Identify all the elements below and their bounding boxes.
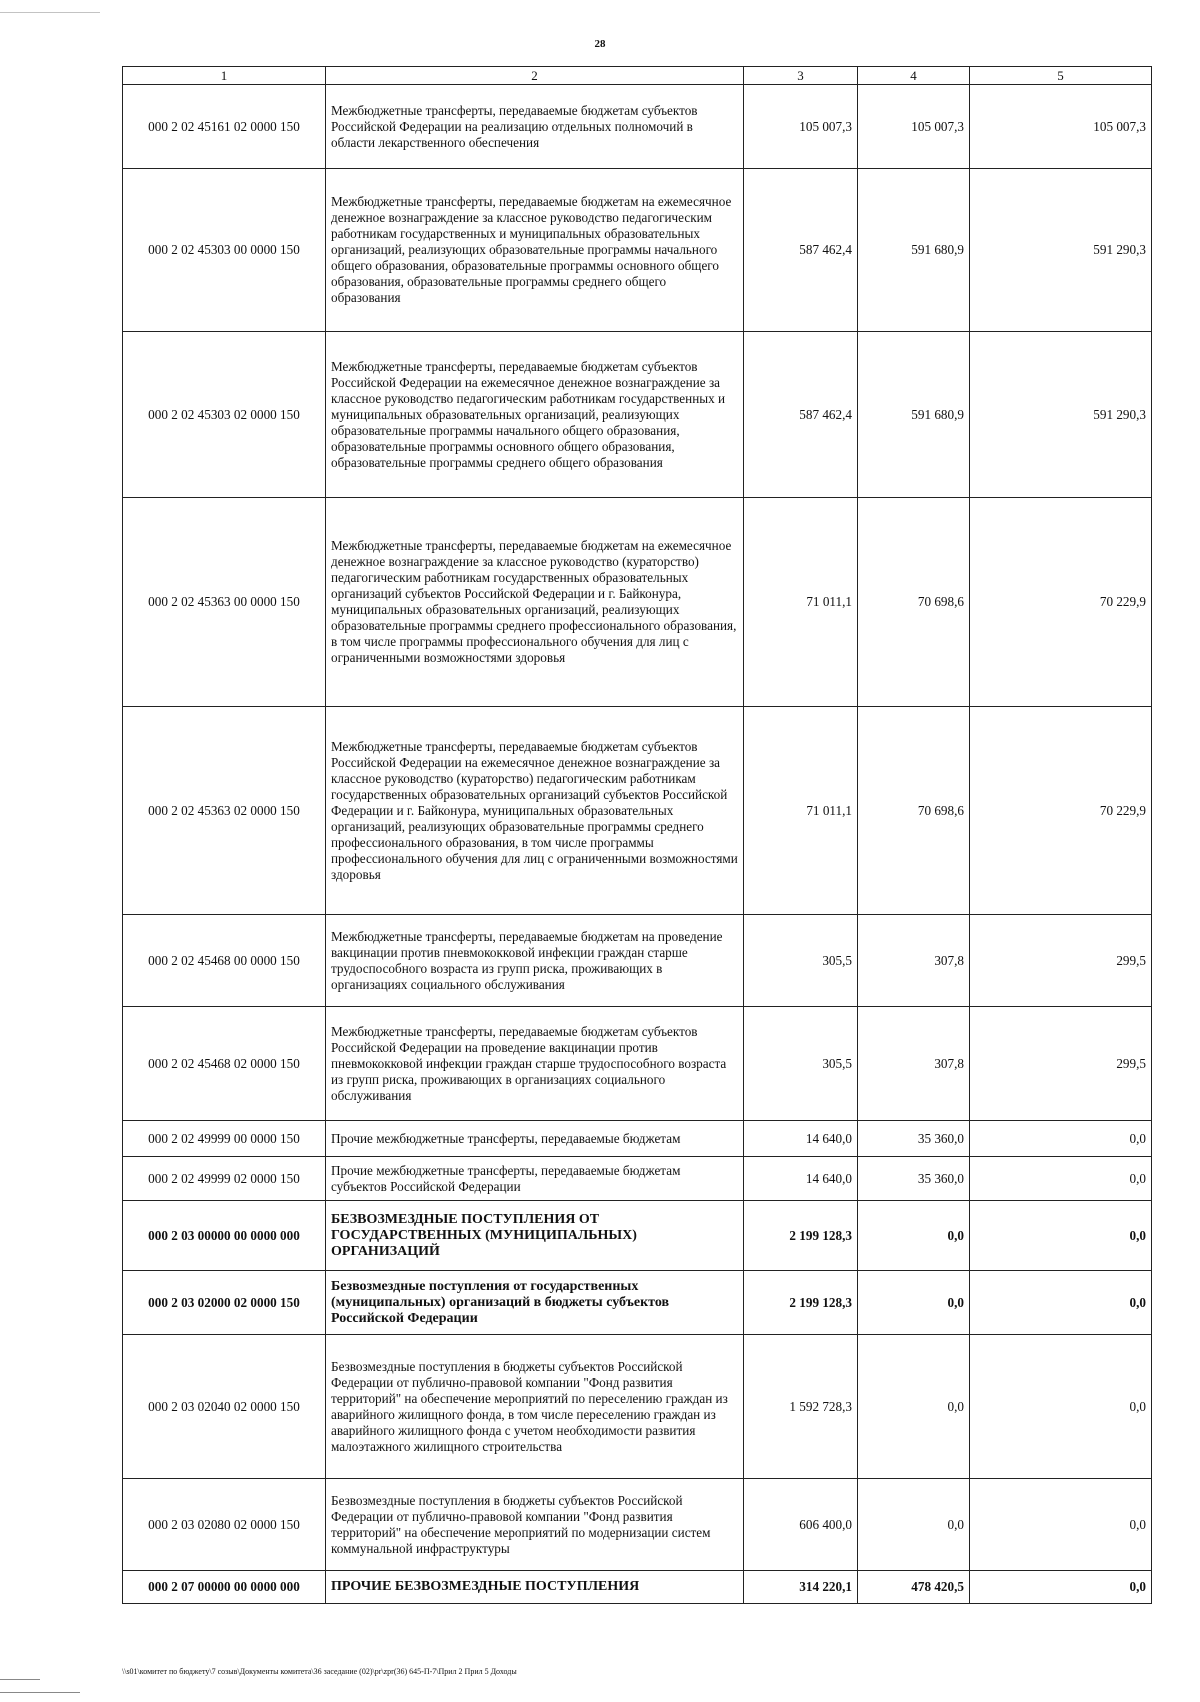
code-cell: 000 2 02 45363 00 0000 150 [123, 498, 326, 707]
code-cell: 000 2 02 49999 02 0000 150 [123, 1157, 326, 1201]
name-cell: Межбюджетные трансферты, передаваемые бюджетам на ежемесячное денежное вознаграждение за классное руководство (кураторство) педагогическим работникам государственных образовательных организаций субъектов Российской Федерации и г. Байконура, муниципальных образовательных организаций, реализующих образовательные программы среднего профессионального образования, в том числе программы профессионального обучения для лиц с ограниченными возможностями здоровья [326, 498, 744, 707]
value-cell-4: 0,0 [858, 1201, 970, 1271]
value-cell-5: 70 229,9 [970, 707, 1152, 915]
name-cell: Межбюджетные трансферты, передаваемые бюджетам субъектов Российской Федерации на ежемесячное денежное вознаграждение за классное руководство педагогическим работникам государственных и муниципальных образовательных организаций, реализующих образовательные программы начального общего образования, образовательные программы основного общего образования, образовательные программы среднего общего образования [326, 332, 744, 498]
name-cell: Межбюджетные трансферты, передаваемые бюджетам на ежемесячное денежное вознаграждение за классное руководство педагогическим работникам государственных и муниципальных образовательных организаций, реализующих образовательные программы начального общего образования, образовательные программы основного общего образования, образовательные программы среднего общего образования [326, 169, 744, 332]
table-row [123, 1571, 1152, 1604]
name-cell: Межбюджетные трансферты, передаваемые бюджетам субъектов Российской Федерации на реализацию отдельных полномочий в области лекарственного обеспечения [326, 85, 744, 169]
value-cell-5: 0,0 [970, 1121, 1152, 1157]
table-row [123, 1121, 1152, 1157]
value-cell-3: 587 462,4 [744, 332, 858, 498]
name-cell: Прочие межбюджетные трансферты, передаваемые бюджетам субъектов Российской Федерации [326, 1157, 744, 1201]
name-cell: Безвозмездные поступления от государственных (муниципальных) организаций в бюджеты субъектов Российской Федерации [326, 1271, 744, 1335]
value-cell-4: 0,0 [858, 1479, 970, 1571]
code-cell: 000 2 02 45161 02 0000 150 [123, 85, 326, 169]
budget-revenue-table [122, 66, 1152, 1604]
table-row [123, 1201, 1152, 1271]
value-cell-4: 0,0 [858, 1335, 970, 1479]
page-number: 28 [594, 38, 606, 50]
name-cell: Межбюджетные трансферты, передаваемые бюджетам субъектов Российской Федерации на ежемесячное денежное вознаграждение за классное руководство (кураторство) педагогическим работникам государственных образовательных организаций субъектов Российской Федерации и г. Байконура, муниципальных образовательных организаций, реализующих образовательные программы среднего профессионального образования, в том числе программы профессионального обучения для лиц с ограниченными возможностями здоровья [326, 707, 744, 915]
value-cell-4: 105 007,3 [858, 85, 970, 169]
value-cell-3: 1 592 728,3 [744, 1335, 858, 1479]
name-cell: Межбюджетные трансферты, передаваемые бюджетам субъектов Российской Федерации на проведение вакцинации против пневмококковой инфекции граждан старше трудоспособного возраста из групп риска, проживающих в организациях социального обслуживания [326, 1007, 744, 1121]
value-cell-3: 2 199 128,3 [744, 1271, 858, 1335]
value-cell-3: 305,5 [744, 1007, 858, 1121]
table-row [123, 332, 1152, 498]
code-cell: 000 2 03 02000 02 0000 150 [123, 1271, 326, 1335]
name-cell: Прочие межбюджетные трансферты, передаваемые бюджетам [326, 1121, 744, 1157]
scan-mark [0, 12, 100, 13]
value-cell-4: 307,8 [858, 915, 970, 1007]
column-header-2: 2 [326, 67, 744, 85]
value-cell-5: 0,0 [970, 1335, 1152, 1479]
value-cell-5: 0,0 [970, 1157, 1152, 1201]
table-row [123, 1479, 1152, 1571]
code-cell: 000 2 03 02080 02 0000 150 [123, 1479, 326, 1571]
name-cell: Безвозмездные поступления в бюджеты субъектов Российской Федерации от публично-правовой компании "Фонд развития территорий" на обеспечение мероприятий по модернизации систем коммунальной инфраструктуры [326, 1479, 744, 1571]
code-cell: 000 2 02 45303 02 0000 150 [123, 332, 326, 498]
table-row [123, 1007, 1152, 1121]
value-cell-3: 105 007,3 [744, 85, 858, 169]
value-cell-5: 591 290,3 [970, 332, 1152, 498]
table-row [123, 169, 1152, 332]
code-cell: 000 2 02 45303 00 0000 150 [123, 169, 326, 332]
table-row [123, 915, 1152, 1007]
table-header-row [123, 67, 1152, 85]
name-cell: Безвозмездные поступления в бюджеты субъектов Российской Федерации от публично-правовой компании "Фонд развития территорий" на обеспечение мероприятий по переселению граждан из аварийного жилищного фонда, в том числе переселению граждан из аварийного жилищного фонда с учетом необходимости развития малоэтажного жилищного строительства [326, 1335, 744, 1479]
value-cell-3: 587 462,4 [744, 169, 858, 332]
value-cell-5: 0,0 [970, 1271, 1152, 1335]
value-cell-3: 305,5 [744, 915, 858, 1007]
code-cell: 000 2 03 02040 02 0000 150 [123, 1335, 326, 1479]
value-cell-4: 70 698,6 [858, 707, 970, 915]
code-cell: 000 2 02 45363 02 0000 150 [123, 707, 326, 915]
footer-file-path: \\s01\комитет по бюджету\7 созыв\Документы комитета\36 заседание (02)\pr\zpr(36) 645-П-7\Прил 2 Прил 5 Доходы [122, 1667, 517, 1676]
name-cell: ПРОЧИЕ БЕЗВОЗМЕЗДНЫЕ ПОСТУПЛЕНИЯ [326, 1571, 744, 1604]
value-cell-3: 314 220,1 [744, 1571, 858, 1604]
column-header-1: 1 [123, 67, 326, 85]
table-row [123, 85, 1152, 169]
scan-mark [0, 1692, 80, 1693]
table-body [123, 85, 1152, 1604]
value-cell-5: 70 229,9 [970, 498, 1152, 707]
value-cell-5: 299,5 [970, 915, 1152, 1007]
column-header-3: 3 [744, 67, 858, 85]
column-header-4: 4 [858, 67, 970, 85]
value-cell-3: 71 011,1 [744, 707, 858, 915]
value-cell-4: 70 698,6 [858, 498, 970, 707]
value-cell-4: 591 680,9 [858, 169, 970, 332]
name-cell: БЕЗВОЗМЕЗДНЫЕ ПОСТУПЛЕНИЯ ОТ ГОСУДАРСТВЕННЫХ (МУНИЦИПАЛЬНЫХ) ОРГАНИЗАЦИЙ [326, 1201, 744, 1271]
name-cell: Межбюджетные трансферты, передаваемые бюджетам на проведение вакцинации против пневмококковой инфекции граждан старше трудоспособного возраста из групп риска, проживающих в организациях социального обслуживания [326, 915, 744, 1007]
table-row [123, 1271, 1152, 1335]
column-header-5: 5 [970, 67, 1152, 85]
code-cell: 000 2 03 00000 00 0000 000 [123, 1201, 326, 1271]
value-cell-3: 606 400,0 [744, 1479, 858, 1571]
value-cell-5: 0,0 [970, 1479, 1152, 1571]
value-cell-4: 35 360,0 [858, 1157, 970, 1201]
value-cell-4: 35 360,0 [858, 1121, 970, 1157]
value-cell-3: 71 011,1 [744, 498, 858, 707]
value-cell-5: 0,0 [970, 1571, 1152, 1604]
table-row [123, 707, 1152, 915]
value-cell-4: 307,8 [858, 1007, 970, 1121]
table-row [123, 1157, 1152, 1201]
value-cell-5: 105 007,3 [970, 85, 1152, 169]
value-cell-4: 0,0 [858, 1271, 970, 1335]
value-cell-3: 2 199 128,3 [744, 1201, 858, 1271]
value-cell-4: 591 680,9 [858, 332, 970, 498]
value-cell-5: 299,5 [970, 1007, 1152, 1121]
code-cell: 000 2 02 49999 00 0000 150 [123, 1121, 326, 1157]
table-row [123, 1335, 1152, 1479]
value-cell-3: 14 640,0 [744, 1121, 858, 1157]
scan-mark [0, 1679, 40, 1680]
value-cell-5: 0,0 [970, 1201, 1152, 1271]
value-cell-5: 591 290,3 [970, 169, 1152, 332]
value-cell-4: 478 420,5 [858, 1571, 970, 1604]
table-row [123, 498, 1152, 707]
code-cell: 000 2 02 45468 02 0000 150 [123, 1007, 326, 1121]
code-cell: 000 2 07 00000 00 0000 000 [123, 1571, 326, 1604]
code-cell: 000 2 02 45468 00 0000 150 [123, 915, 326, 1007]
value-cell-3: 14 640,0 [744, 1157, 858, 1201]
